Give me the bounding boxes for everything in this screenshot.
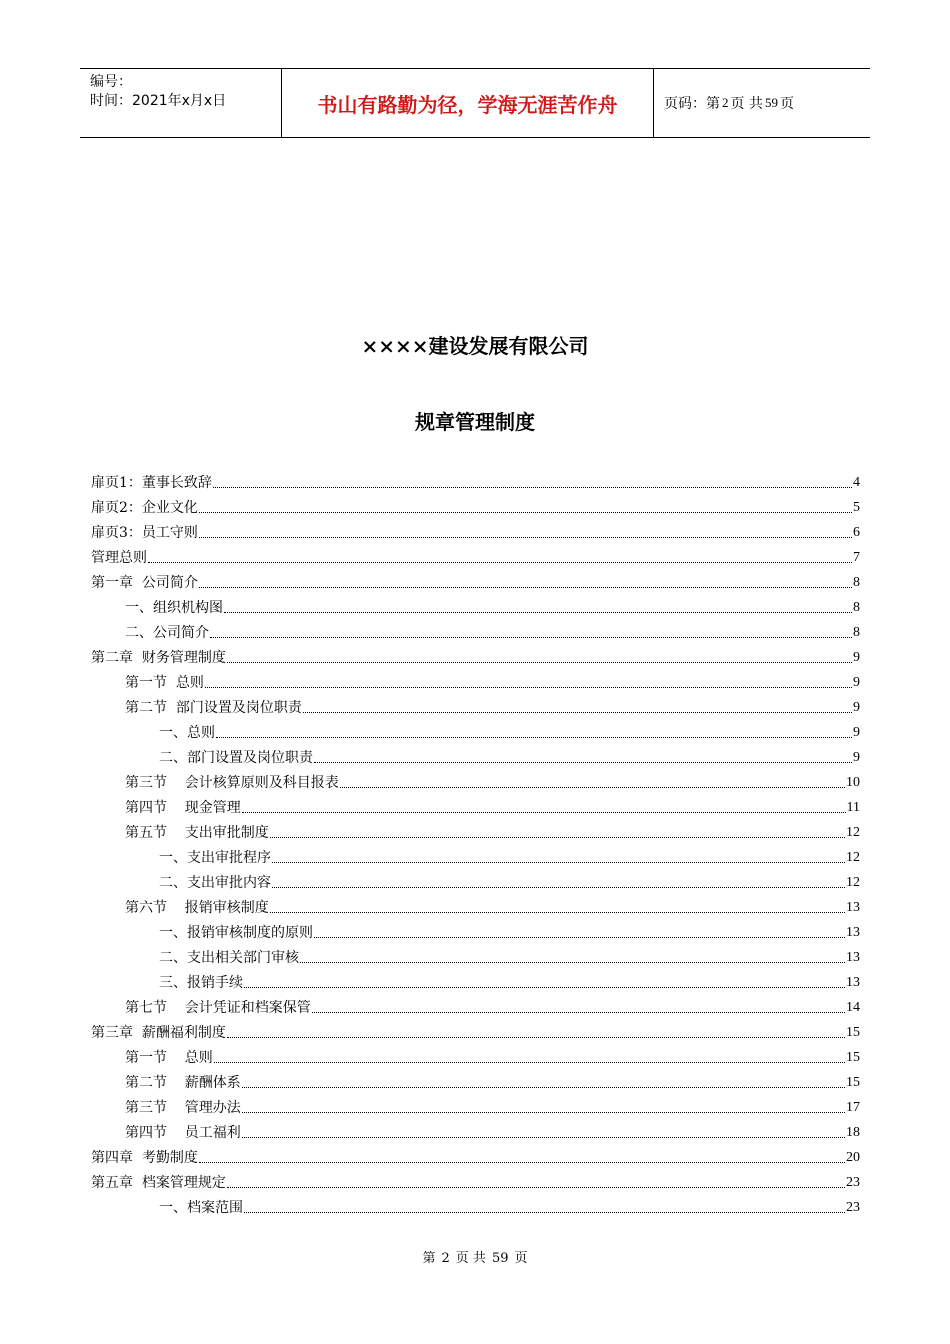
toc-leader-dots	[312, 1012, 845, 1013]
toc-entry[interactable]	[91, 1068, 860, 1093]
toc-entry[interactable]	[91, 1118, 860, 1143]
toc-entry[interactable]	[91, 1043, 860, 1068]
toc-leader-dots	[227, 1187, 845, 1188]
toc-entry[interactable]	[91, 768, 860, 793]
toc-entry-page: 13	[846, 975, 860, 990]
header-page-info	[654, 69, 870, 137]
toc-leader-dots	[242, 1112, 845, 1113]
toc-entry-label: 二、部门设置及岗位职责	[159, 750, 313, 766]
toc-entry-page: 8	[853, 625, 860, 640]
toc-entry-page: 17	[846, 1100, 860, 1115]
toc-leader-dots	[205, 687, 852, 688]
toc-leader-dots	[303, 712, 852, 713]
footer-mid: 页 共	[455, 1251, 486, 1266]
toc-leader-dots	[270, 837, 845, 838]
toc-entry-page: 13	[846, 925, 860, 940]
toc-entry-page: 5	[853, 500, 860, 515]
toc-entry[interactable]	[91, 1143, 860, 1168]
toc-leader-dots	[272, 887, 845, 888]
toc-entry-label: 第一节 总则	[125, 675, 204, 691]
toc-entry-label: 第五章 档案管理规定	[91, 1175, 226, 1191]
toc-leader-dots	[224, 612, 852, 613]
footer-suffix: 页	[514, 1251, 528, 1266]
toc-entry[interactable]	[91, 568, 860, 593]
toc-leader-dots	[244, 1212, 845, 1213]
toc-entry-label: 管理总则	[91, 550, 147, 566]
toc-entry[interactable]	[91, 893, 860, 918]
toc-entry[interactable]	[91, 868, 860, 893]
toc-leader-dots	[199, 537, 852, 538]
toc-entry[interactable]	[91, 593, 860, 618]
toc-entry-label: 第一章 公司简介	[91, 575, 198, 591]
header-meta	[80, 69, 281, 137]
footer-prefix: 第	[422, 1251, 436, 1266]
toc-entry[interactable]	[91, 618, 860, 643]
toc-entry-label: 第五节 支出审批制度	[125, 825, 269, 841]
toc-leader-dots	[199, 512, 852, 513]
toc-entry-label: 第六节 报销审核制度	[125, 900, 269, 916]
toc-entry-page: 8	[853, 575, 860, 590]
toc-leader-dots	[213, 487, 852, 488]
toc-entry-page: 12	[846, 825, 860, 840]
toc-leader-dots	[148, 562, 852, 563]
document-number-label: 编号：	[90, 74, 132, 90]
toc-entry-label: 一、组织机构图	[125, 600, 223, 616]
toc-entry-page: 6	[853, 525, 860, 540]
toc-entry-page: 23	[846, 1200, 860, 1215]
toc-leader-dots	[300, 962, 845, 963]
toc-entry-page: 15	[846, 1025, 860, 1040]
toc-entry-page: 18	[846, 1125, 860, 1140]
header-motto: 书山有路勤为径，学海无涯苦作舟	[281, 69, 654, 137]
toc-entry-page: 23	[846, 1175, 860, 1190]
header-page-total: 59	[764, 95, 778, 110]
toc-entry[interactable]	[91, 1093, 860, 1118]
toc-entry-label: 一、报销审核制度的原则	[159, 925, 313, 941]
toc-entry[interactable]	[91, 743, 860, 768]
toc-entry-page: 13	[846, 900, 860, 915]
header-page-suffix: 页	[779, 96, 794, 112]
toc-entry-page: 9	[853, 725, 860, 740]
toc-entry[interactable]	[91, 518, 860, 543]
toc-entry-page: 12	[846, 850, 860, 865]
toc-entry-page: 11	[846, 800, 860, 815]
toc-leader-dots	[270, 912, 845, 913]
document-title: 规章管理制度	[415, 410, 535, 434]
toc-entry[interactable]	[91, 643, 860, 668]
document-date: 时间：2021年x月x日	[90, 93, 227, 109]
toc-entry-page: 9	[853, 650, 860, 665]
footer-page-current: 2	[441, 1251, 450, 1266]
toc-entry-page: 14	[846, 1000, 860, 1015]
toc-entry-page: 8	[853, 600, 860, 615]
header-page-mid: 页 共	[730, 96, 763, 112]
toc-entry-label: 第四节 员工福利	[125, 1125, 241, 1141]
toc-entry-page: 7	[853, 550, 860, 565]
toc-entry-page: 9	[853, 750, 860, 765]
toc-entry-label: 一、总则	[159, 725, 215, 741]
toc-leader-dots	[227, 662, 852, 663]
table-of-contents	[91, 468, 860, 1218]
toc-entry[interactable]	[91, 493, 860, 518]
toc-entry-page: 12	[846, 875, 860, 890]
toc-entry-label: 第四章 考勤制度	[91, 1150, 198, 1166]
toc-entry-label: 第三章 薪酬福利制度	[91, 1025, 226, 1041]
toc-leader-dots	[340, 787, 845, 788]
toc-entry-label: 第七节 会计凭证和档案保管	[125, 1000, 311, 1016]
toc-entry[interactable]	[91, 993, 860, 1018]
toc-entry-label: 第四节 现金管理	[125, 800, 241, 816]
toc-entry-page: 10	[846, 775, 860, 790]
toc-leader-dots	[214, 1062, 845, 1063]
toc-entry-label: 二、支出审批内容	[159, 875, 271, 891]
toc-leader-dots	[272, 862, 845, 863]
toc-entry[interactable]	[91, 718, 860, 743]
footer-page-total: 59	[491, 1251, 509, 1266]
toc-entry-label: 第二章 财务管理制度	[91, 650, 226, 666]
header-page-current: 2	[722, 95, 729, 110]
toc-leader-dots	[242, 1137, 845, 1138]
toc-entry-label: 一、支出审批程序	[159, 850, 271, 866]
toc-entry-label: 扉页1：董事长致辞	[91, 475, 212, 491]
toc-entry-page: 9	[853, 700, 860, 715]
toc-entry[interactable]	[91, 1193, 860, 1218]
toc-entry-label: 二、公司简介	[125, 625, 209, 641]
toc-leader-dots	[242, 1087, 845, 1088]
toc-entry-page: 15	[846, 1075, 860, 1090]
toc-entry[interactable]	[91, 918, 860, 943]
toc-entry[interactable]	[91, 818, 860, 843]
toc-entry[interactable]	[91, 793, 860, 818]
toc-leader-dots	[242, 812, 846, 813]
toc-leader-dots	[216, 737, 852, 738]
toc-entry-page: 9	[853, 675, 860, 690]
toc-entry-label: 二、支出相关部门审核	[159, 950, 299, 966]
toc-leader-dots	[314, 762, 852, 763]
page-footer	[0, 1247, 950, 1266]
toc-entry-page: 20	[846, 1150, 860, 1165]
header-page-prefix: 页码：第	[664, 96, 720, 112]
toc-entry-label: 第二节 部门设置及岗位职责	[125, 700, 302, 716]
toc-entry-page: 4	[853, 475, 860, 490]
toc-entry-label: 第二节 薪酬体系	[125, 1075, 241, 1091]
toc-entry-label: 第三节 会计核算原则及科目报表	[125, 775, 339, 791]
page-header	[80, 68, 870, 138]
toc-entry-label: 一、档案范围	[159, 1200, 243, 1216]
toc-entry[interactable]	[91, 943, 860, 968]
toc-leader-dots	[199, 587, 852, 588]
toc-entry[interactable]	[91, 693, 860, 718]
toc-entry-label: 第一节 总则	[125, 1050, 213, 1066]
toc-entry[interactable]	[91, 1018, 860, 1043]
toc-entry-label: 第三节 管理办法	[125, 1100, 241, 1116]
toc-entry-page: 15	[846, 1050, 860, 1065]
toc-entry[interactable]	[91, 468, 860, 493]
toc-entry[interactable]	[91, 1168, 860, 1193]
toc-entry[interactable]	[91, 968, 860, 993]
toc-entry-page: 13	[846, 950, 860, 965]
toc-entry-label: 三、报销手续	[159, 975, 243, 991]
toc-leader-dots	[244, 987, 845, 988]
toc-leader-dots	[227, 1037, 845, 1038]
toc-entry[interactable]	[91, 543, 860, 568]
toc-entry-label: 扉页3：员工守则	[91, 525, 198, 541]
toc-leader-dots	[314, 937, 845, 938]
toc-leader-dots	[199, 1162, 845, 1163]
toc-leader-dots	[210, 637, 852, 638]
toc-entry[interactable]	[91, 843, 860, 868]
toc-entry[interactable]	[91, 668, 860, 693]
company-name: ××××建设发展有限公司	[361, 334, 589, 358]
toc-entry-label: 扉页2：企业文化	[91, 500, 198, 516]
